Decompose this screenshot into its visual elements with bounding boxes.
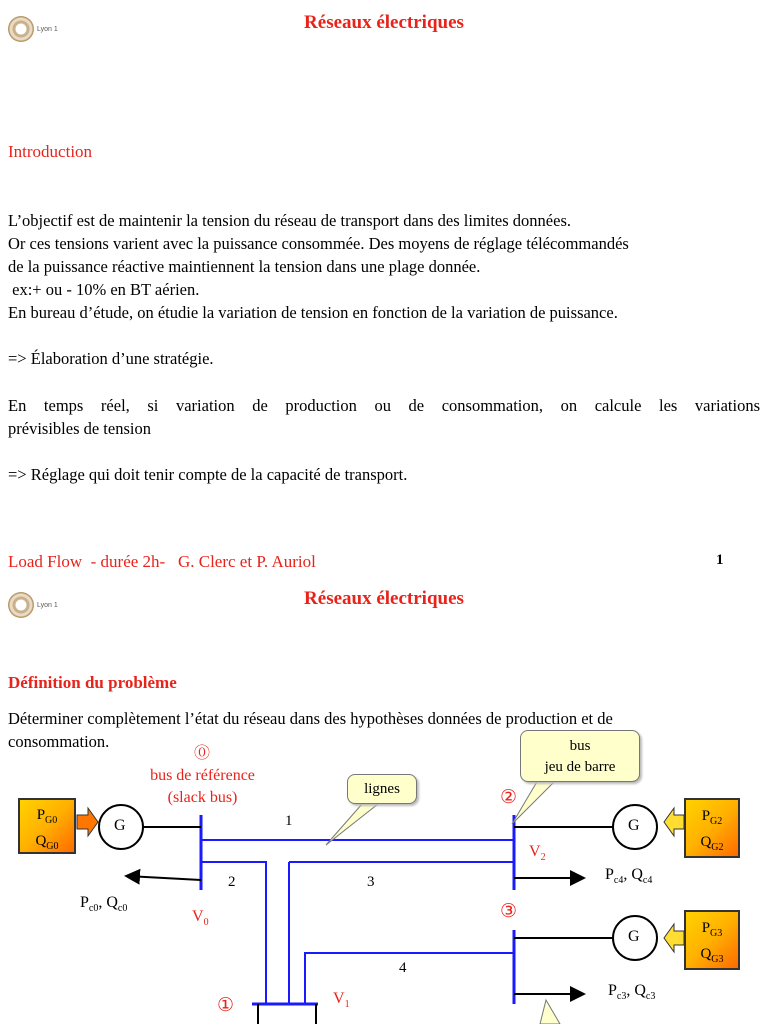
slide1-page-number: 1 <box>716 552 724 568</box>
production-box-g0: $P_{G0}$ $Q_{G0}$ <box>18 798 76 854</box>
bus0-marker: ⓪ <box>194 745 211 762</box>
input-arrow-g3-icon <box>664 924 684 952</box>
load-c4-label: $P_{c4}$, $Q_{c4}$ <box>605 866 653 887</box>
bus0-label-line2: (slack bus) <box>167 789 238 806</box>
bus2-marker: ② <box>500 787 518 808</box>
realtime-line2: prévisibles de tension <box>8 419 151 438</box>
callout-lignes: lignes <box>347 774 417 804</box>
reglage-line: => Réglage qui doit tenir compte de la capacité de transport. <box>8 465 408 484</box>
callout-jeu-de-barre-label: jeu de barre <box>544 759 616 775</box>
slide1-footer: Load Flow - durée 2h- G. Clerc et P. Auriol <box>8 552 316 571</box>
slide2-section-heading: Définition du problème <box>8 673 177 692</box>
bus0-label <box>120 765 285 809</box>
slide2-title: Réseaux électriques <box>304 588 464 609</box>
bus0-label-line1: bus de référence <box>150 767 255 784</box>
bus1-marker: ① <box>217 995 235 1016</box>
production-box-g3: $P_{G3}$ $Q_{G3}$ <box>684 910 740 970</box>
slide1-title: Réseaux électriques <box>304 12 464 33</box>
logo-text: Lyon 1 <box>37 601 58 609</box>
generator-0-label: G <box>114 817 126 834</box>
para1-line2: Or ces tensions varient avec la puissance consommée. Des moyens de réglage télécommandés <box>8 234 629 253</box>
callout-bus-pointer <box>512 780 556 824</box>
realtime-line1: En temps réel, si variation de production ou de consommation, on calcule les variations <box>8 396 760 415</box>
load-c0-arrow <box>126 876 201 880</box>
para1-line3: de la puissance réactive maintiennent la tension dans une plage donnée. <box>8 257 481 276</box>
strategy-line: => Élaboration d’une stratégie. <box>8 349 214 368</box>
line-3-label: 3 <box>367 874 375 890</box>
slide1-section-heading: Introduction <box>8 142 93 161</box>
slide2-line1: Déterminer complètement l’état du réseau dans des hypothèses données de production et de <box>8 709 613 728</box>
callout-bus3-pointer <box>540 1000 560 1024</box>
generator-2-label: G <box>628 817 640 834</box>
bus3-marker: ③ <box>500 901 518 922</box>
voltage-v1: $V_1$ <box>333 990 350 1011</box>
callout-lignes-pointer <box>326 804 378 845</box>
logo-text: Lyon 1 <box>37 25 58 33</box>
input-arrow-g2-icon <box>664 808 684 836</box>
input-arrow-g0-icon <box>77 808 98 836</box>
slide1-paragraph <box>8 209 760 324</box>
slide2-line2: consommation. <box>8 732 110 751</box>
line-2-label: 2 <box>228 874 236 890</box>
generator-3-label: G <box>628 928 640 945</box>
voltage-v0: $V_0$ <box>192 908 209 929</box>
production-box-g2: $P_{G2}$ $Q_{G2}$ <box>684 798 740 858</box>
load-c0-label: $P_{c0}$, $Q_{c0}$ <box>80 894 128 915</box>
para1-line5: En bureau d’étude, on étudie la variation de tension en fonction de la variation de puissance. <box>8 303 618 322</box>
callout-bus-label: bus <box>569 738 591 754</box>
line-1-label: 1 <box>285 813 293 829</box>
para1-line1: L’objectif est de maintenir la tension du réseau de transport dans des limites données. <box>8 211 571 230</box>
line-4-label: 4 <box>399 960 407 976</box>
realtime-paragraph <box>8 394 760 440</box>
load-c3-label: $P_{c3}$, $Q_{c3}$ <box>608 982 656 1003</box>
para1-line4: ex:+ ou - 10% en BT aérien. <box>8 280 200 299</box>
voltage-v2: $V_2$ <box>529 843 546 864</box>
callout-bus <box>520 730 640 782</box>
